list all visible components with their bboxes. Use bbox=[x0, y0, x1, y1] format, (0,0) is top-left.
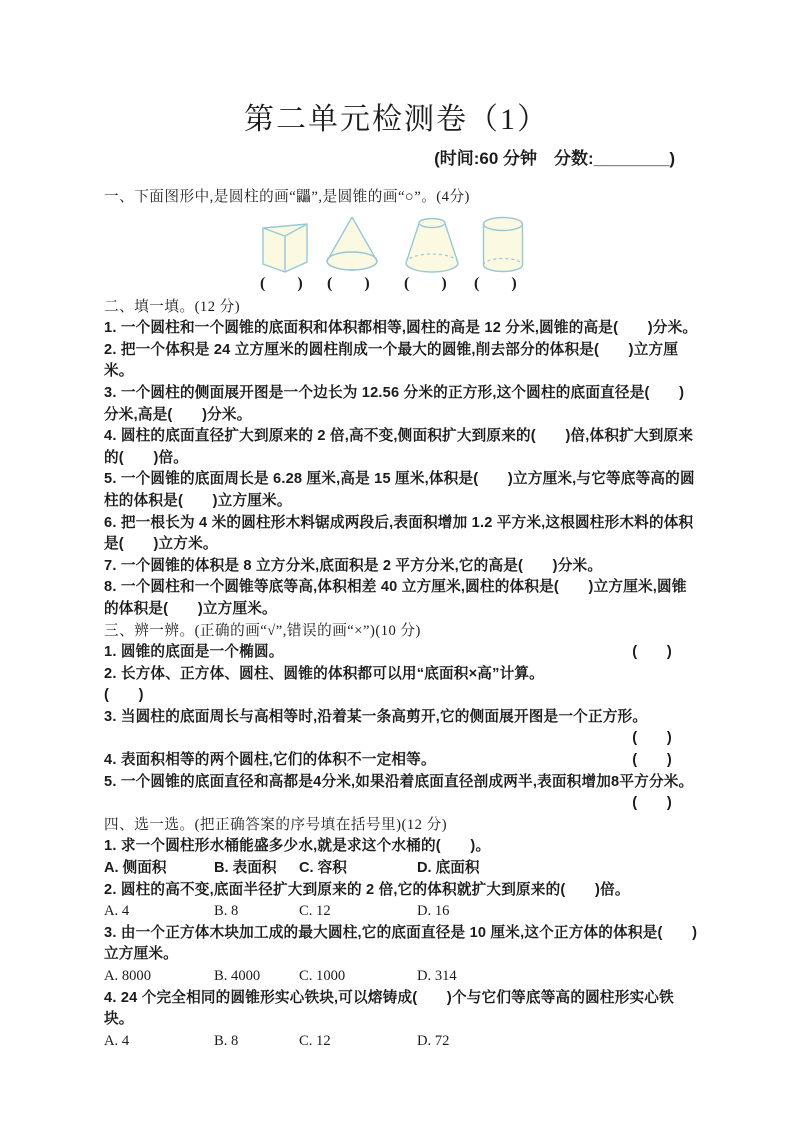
option-c: C. 12 bbox=[299, 1032, 331, 1049]
answer-blank: ( ) bbox=[632, 644, 672, 661]
truncated-cone-icon bbox=[405, 216, 459, 273]
judge-item-3: 3. 当圆柱的底面周长与高相等时,沿着某一条高剪开,它的侧面展开图是一个正方形。 bbox=[104, 708, 648, 725]
option-d: D. 72 bbox=[417, 1032, 450, 1049]
answer-blank: ( ) bbox=[104, 687, 144, 704]
cylinder-icon bbox=[482, 216, 524, 273]
cone-icon bbox=[324, 215, 380, 273]
option-a: A. 8000 bbox=[104, 968, 152, 984]
section-one-heading: 一、下面图形中,是圆柱的画“鼺”,是圆锥的画“○”。(4分) bbox=[104, 189, 470, 205]
page-title: 第二单元检测卷（1） bbox=[244, 103, 549, 136]
option-c: C. 1000 bbox=[299, 968, 346, 984]
option-a: A. 4 bbox=[104, 903, 130, 920]
section-three-heading: 三、辨一辨。(正确的画“√”,错误的画“×”)(10 分) bbox=[104, 622, 421, 639]
choice-item-2: 2. 圆柱的高不变,底面半径扩大到原来的 2 倍,它的体积就扩大到原来的( )倍。 bbox=[104, 881, 630, 898]
choice-item-4: 4. 24 个完全相同的圆锥形实心铁块,可以熔铸成( )个与它们等底等高的圆柱形实心铁块。 bbox=[104, 989, 674, 1028]
judge-item-5: 5. 一个圆锥的底面直径和高都是4分米,如果沿着底面直径剖成两半,表面积增加8平方分米。 bbox=[104, 773, 694, 790]
triangular-prism-icon bbox=[262, 217, 308, 273]
choice-item-3: 3. 由一个正方体木块加工成的最大圆柱,它的底面直径是 10 厘米,这个正方体的体积是( )立方厘米。 bbox=[104, 924, 698, 963]
fill-item-6: 6. 把一根长为 4 米的圆柱形木料锯成两段后,表面积增加 1.2 平方米,这根圆柱形木料的体积是( )立方米。 bbox=[104, 514, 694, 553]
worksheet-content bbox=[104, 187, 698, 1052]
choice-options-1 bbox=[104, 858, 698, 880]
judge-item-text: 1. 圆锥的底面是一个椭圆。 bbox=[104, 644, 284, 661]
fill-item-3: 3. 一个圆柱的侧面展开图是一个边长为 12.56 分米的正方形,这个圆柱的底面直径是( )分米,高是( )分米。 bbox=[104, 384, 685, 423]
option-b: B. 8 bbox=[214, 1032, 239, 1049]
judge-item-4 bbox=[104, 750, 698, 772]
judge-item-text: 4. 表面积相等的两个圆柱,它们的体积不一定相等。 bbox=[104, 752, 436, 769]
choice-item-1: 1. 求一个圆柱形水桶能盛多少水,就是求这个水桶的( )。 bbox=[104, 838, 491, 855]
section-two-heading: 二、填一填。(12 分) bbox=[104, 298, 241, 315]
answer-blank: ( ) bbox=[327, 274, 370, 292]
fill-item-7: 7. 一个圆锥的体积是 8 立方分米,底面积是 2 平方分米,它的高是( )分米。 bbox=[104, 557, 603, 574]
option-c: C. 12 bbox=[299, 903, 331, 920]
option-b: B. 表面积 bbox=[214, 860, 277, 877]
fill-item-5: 5. 一个圆锥的底面周长是 6.28 厘米,高是 15 厘米,体积是( )立方厘米,与它等底等高的圆柱的体积是( )立方厘米。 bbox=[104, 471, 695, 509]
answer-blank: ( ) bbox=[632, 795, 672, 812]
fill-item-2: 2. 把一个体积是 24 立方厘米的圆柱削成一个最大的圆锥,削去部分的体积是( )立方厘米。 bbox=[104, 341, 679, 380]
option-c: C. 容积 bbox=[299, 860, 347, 877]
option-d: D. 底面积 bbox=[417, 860, 480, 877]
choice-options-3 bbox=[104, 966, 698, 988]
judge-item-2: 2. 长方体、正方体、圆柱、圆锥的体积都可以用“底面积×高”计算。 bbox=[104, 665, 544, 682]
fill-item-1: 1. 一个圆柱和一个圆锥的底面积和体积都相等,圆柱的高是 12 分米,圆锥的高是( )分米。 bbox=[104, 320, 698, 337]
option-d: D. 16 bbox=[417, 903, 450, 920]
answer-blank: ( ) bbox=[474, 274, 517, 292]
answer-blank: ( ) bbox=[260, 274, 303, 292]
option-d: D. 314 bbox=[417, 968, 457, 984]
answer-blank: ( ) bbox=[632, 730, 672, 747]
option-a: A. 4 bbox=[104, 1032, 130, 1049]
shapes-row bbox=[104, 211, 698, 273]
fill-item-8: 8. 一个圆柱和一个圆锥等底等高,体积相差 40 立方厘米,圆柱的体积是( )立方厘米,圆锥的体积是( )立方厘米。 bbox=[104, 579, 687, 617]
answer-blank: ( ) bbox=[404, 274, 447, 292]
option-a: A. 侧面积 bbox=[104, 860, 167, 877]
fill-item-4: 4. 圆柱的底面直径扩大到原来的 2 倍,高不变,侧面积扩大到原来的( )倍,体积扩大到原来的( )倍。 bbox=[104, 428, 694, 466]
section-four-heading: 四、选一选。(把正确答案的序号填在括号里)(12 分) bbox=[104, 816, 448, 833]
option-b: B. 4000 bbox=[214, 968, 261, 984]
exam-meta: (时间:60 分钟 分数:________) bbox=[434, 149, 675, 168]
choice-options-2 bbox=[104, 901, 698, 923]
option-b: B. 8 bbox=[214, 903, 239, 920]
answer-blank: ( ) bbox=[632, 752, 672, 769]
judge-item-1 bbox=[104, 642, 698, 664]
choice-options-4 bbox=[104, 1031, 698, 1053]
shape-answer-blanks-row bbox=[104, 273, 698, 295]
